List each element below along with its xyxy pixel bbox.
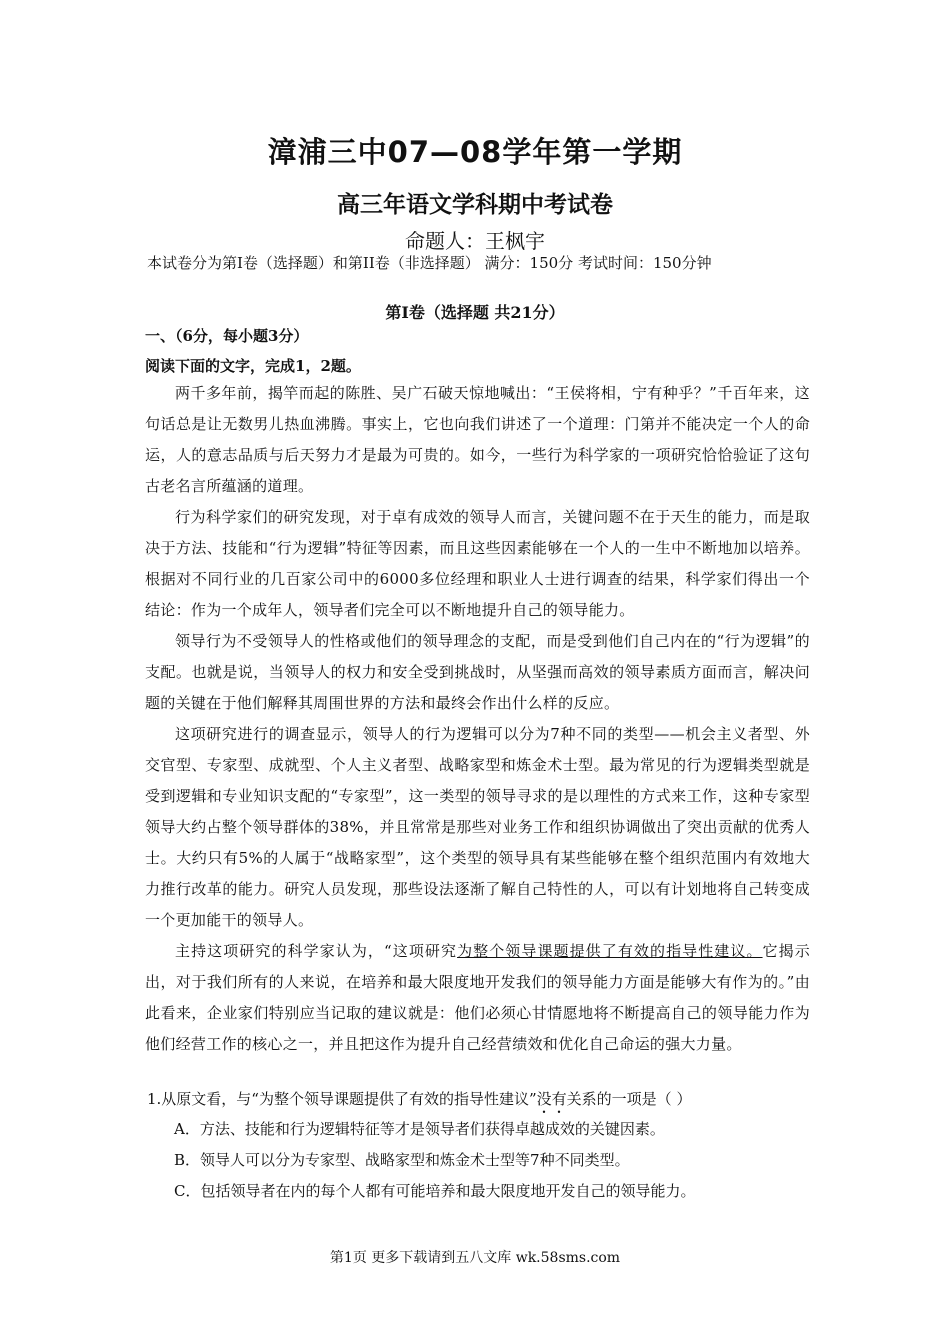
article-paragraph-5 <box>145 936 810 1060</box>
question-1-stem-tail: 关系的一项是（ ） <box>566 1090 692 1108</box>
option-a: A．方法、技能和行为逻辑特征等才是领导者们获得卓越成效的关键因素。 <box>174 1120 665 1138</box>
exam-author: 命题人：王枫宇 <box>405 229 545 253</box>
reading-article <box>145 378 810 1060</box>
article-paragraph-4: 这项研究进行的调查显示，领导人的行为逻辑可以分为7种不同的类型——机会主义者型、外交官型、专家型、成就型、个人主义者型、战略家型和炼金术士型。最为常见的行为逻辑类型就是受到逻辑和专业知识支配的“专家型”，这一类型的领导寻求的是以理性的方式来工作，这种专家型领导大约占整个领导群体的38%，并且常常是那些对业务工作和组织协调做出了突出贡献的优秀人士。大约只有5%的人属于“战略家型”，这个类型的领导具有某些能够在整个组织范围内有效地大力推行改革的能力。研究人员发现，那些设法逐渐了解自己特性的人，可以有计划地将自己转变成一个更加能干的领导人。 <box>145 725 810 929</box>
article-paragraph-3: 领导行为不受领导人的性格或他们的领导理念的支配，而是受到他们自己内在的“行为逻辑”的支配。也就是说，当领导人的权力和安全受到挑战时，从坚强而高效的领导素质方面而言，解决问题的关键在于他们解释其周围世界的方法和最终会作出什么样的反应。 <box>145 632 810 712</box>
reading-instruction: 阅读下面的文字，完成1，2题。 <box>145 357 361 375</box>
exam-title: 漳浦三中07—08学年第一学期 <box>267 135 683 169</box>
paragraph-5-rest: 它揭示出，对于我们所有的人来说，在培养和最大限度地开发我们的领导能力方面是能够大有作为的。”由此看来，企业家们特别应当记取的建议就是：他们必须心甘情愿地将不断提高自己的领导能力作为他们经营工作的核心之一，并且把这作为提升自己经营绩效和优化自己命运的强大力量。 <box>145 942 811 1053</box>
section-title: 第I卷（选择题 共21分） <box>385 303 565 322</box>
article-paragraph-2: 行为科学家们的研究发现，对于卓有成效的领导人而言，关键问题不在于天生的能力，而是取决于方法、技能和“行为逻辑”特征等因素，而且这些因素能够在一个人的一生中不断地加以培养。根据对不同行业的几百家公司中的6000多位经理和职业人士进行调查的结果，科学家们得出一个结论：作为一个成年人，领导者们完全可以不断地提升自己的领导能力。 <box>145 508 810 619</box>
page-footer: 第1页 更多下载请到五八文库 wk.58sms.com <box>329 1250 621 1266</box>
option-c: C．包括领导者在内的每个人都有可能培养和最大限度地开发自己的领导能力。 <box>174 1182 696 1200</box>
paragraph-5-lead: 主持这项研究的科学家认为，“这项研究 <box>175 942 458 960</box>
question-1-stem <box>147 1084 817 1114</box>
question-1-stem-lead: 1.从原文看，与“为整个领导课题提供了有效的指导性建议” <box>147 1090 537 1108</box>
emphasized-word: 没有 <box>536 1090 567 1108</box>
article-paragraph-1: 两千多年前，揭竿而起的陈胜、吴广石破天惊地喊出：“王侯将相，宁有种乎？”千百年来，这句话总是让无数男儿热血沸腾。事实上，它也向我们讲述了一个道理：门第并不能决定一个人的命运，人的意志品质与后天努力才是最为可贵的。如今，一些行为科学家的一项研究恰恰验证了这句古老名言所蕴涵的道理。 <box>145 384 810 495</box>
exam-subtitle: 高三年语文学科期中考试卷 <box>337 192 613 218</box>
underlined-phrase: 为整个领导课题提供了有效的指导性建议。 <box>457 942 763 960</box>
part-heading: 一、（6分，每小题3分） <box>145 327 309 345</box>
option-b: B．领导人可以分为专家型、战略家型和炼金术士型等7种不同类型。 <box>174 1151 630 1169</box>
question-1 <box>147 1084 817 1207</box>
exam-info: 本试卷分为第I卷（选择题）和第II卷（非选择题） 满分：150分 考试时间：150分钟 <box>147 254 712 272</box>
